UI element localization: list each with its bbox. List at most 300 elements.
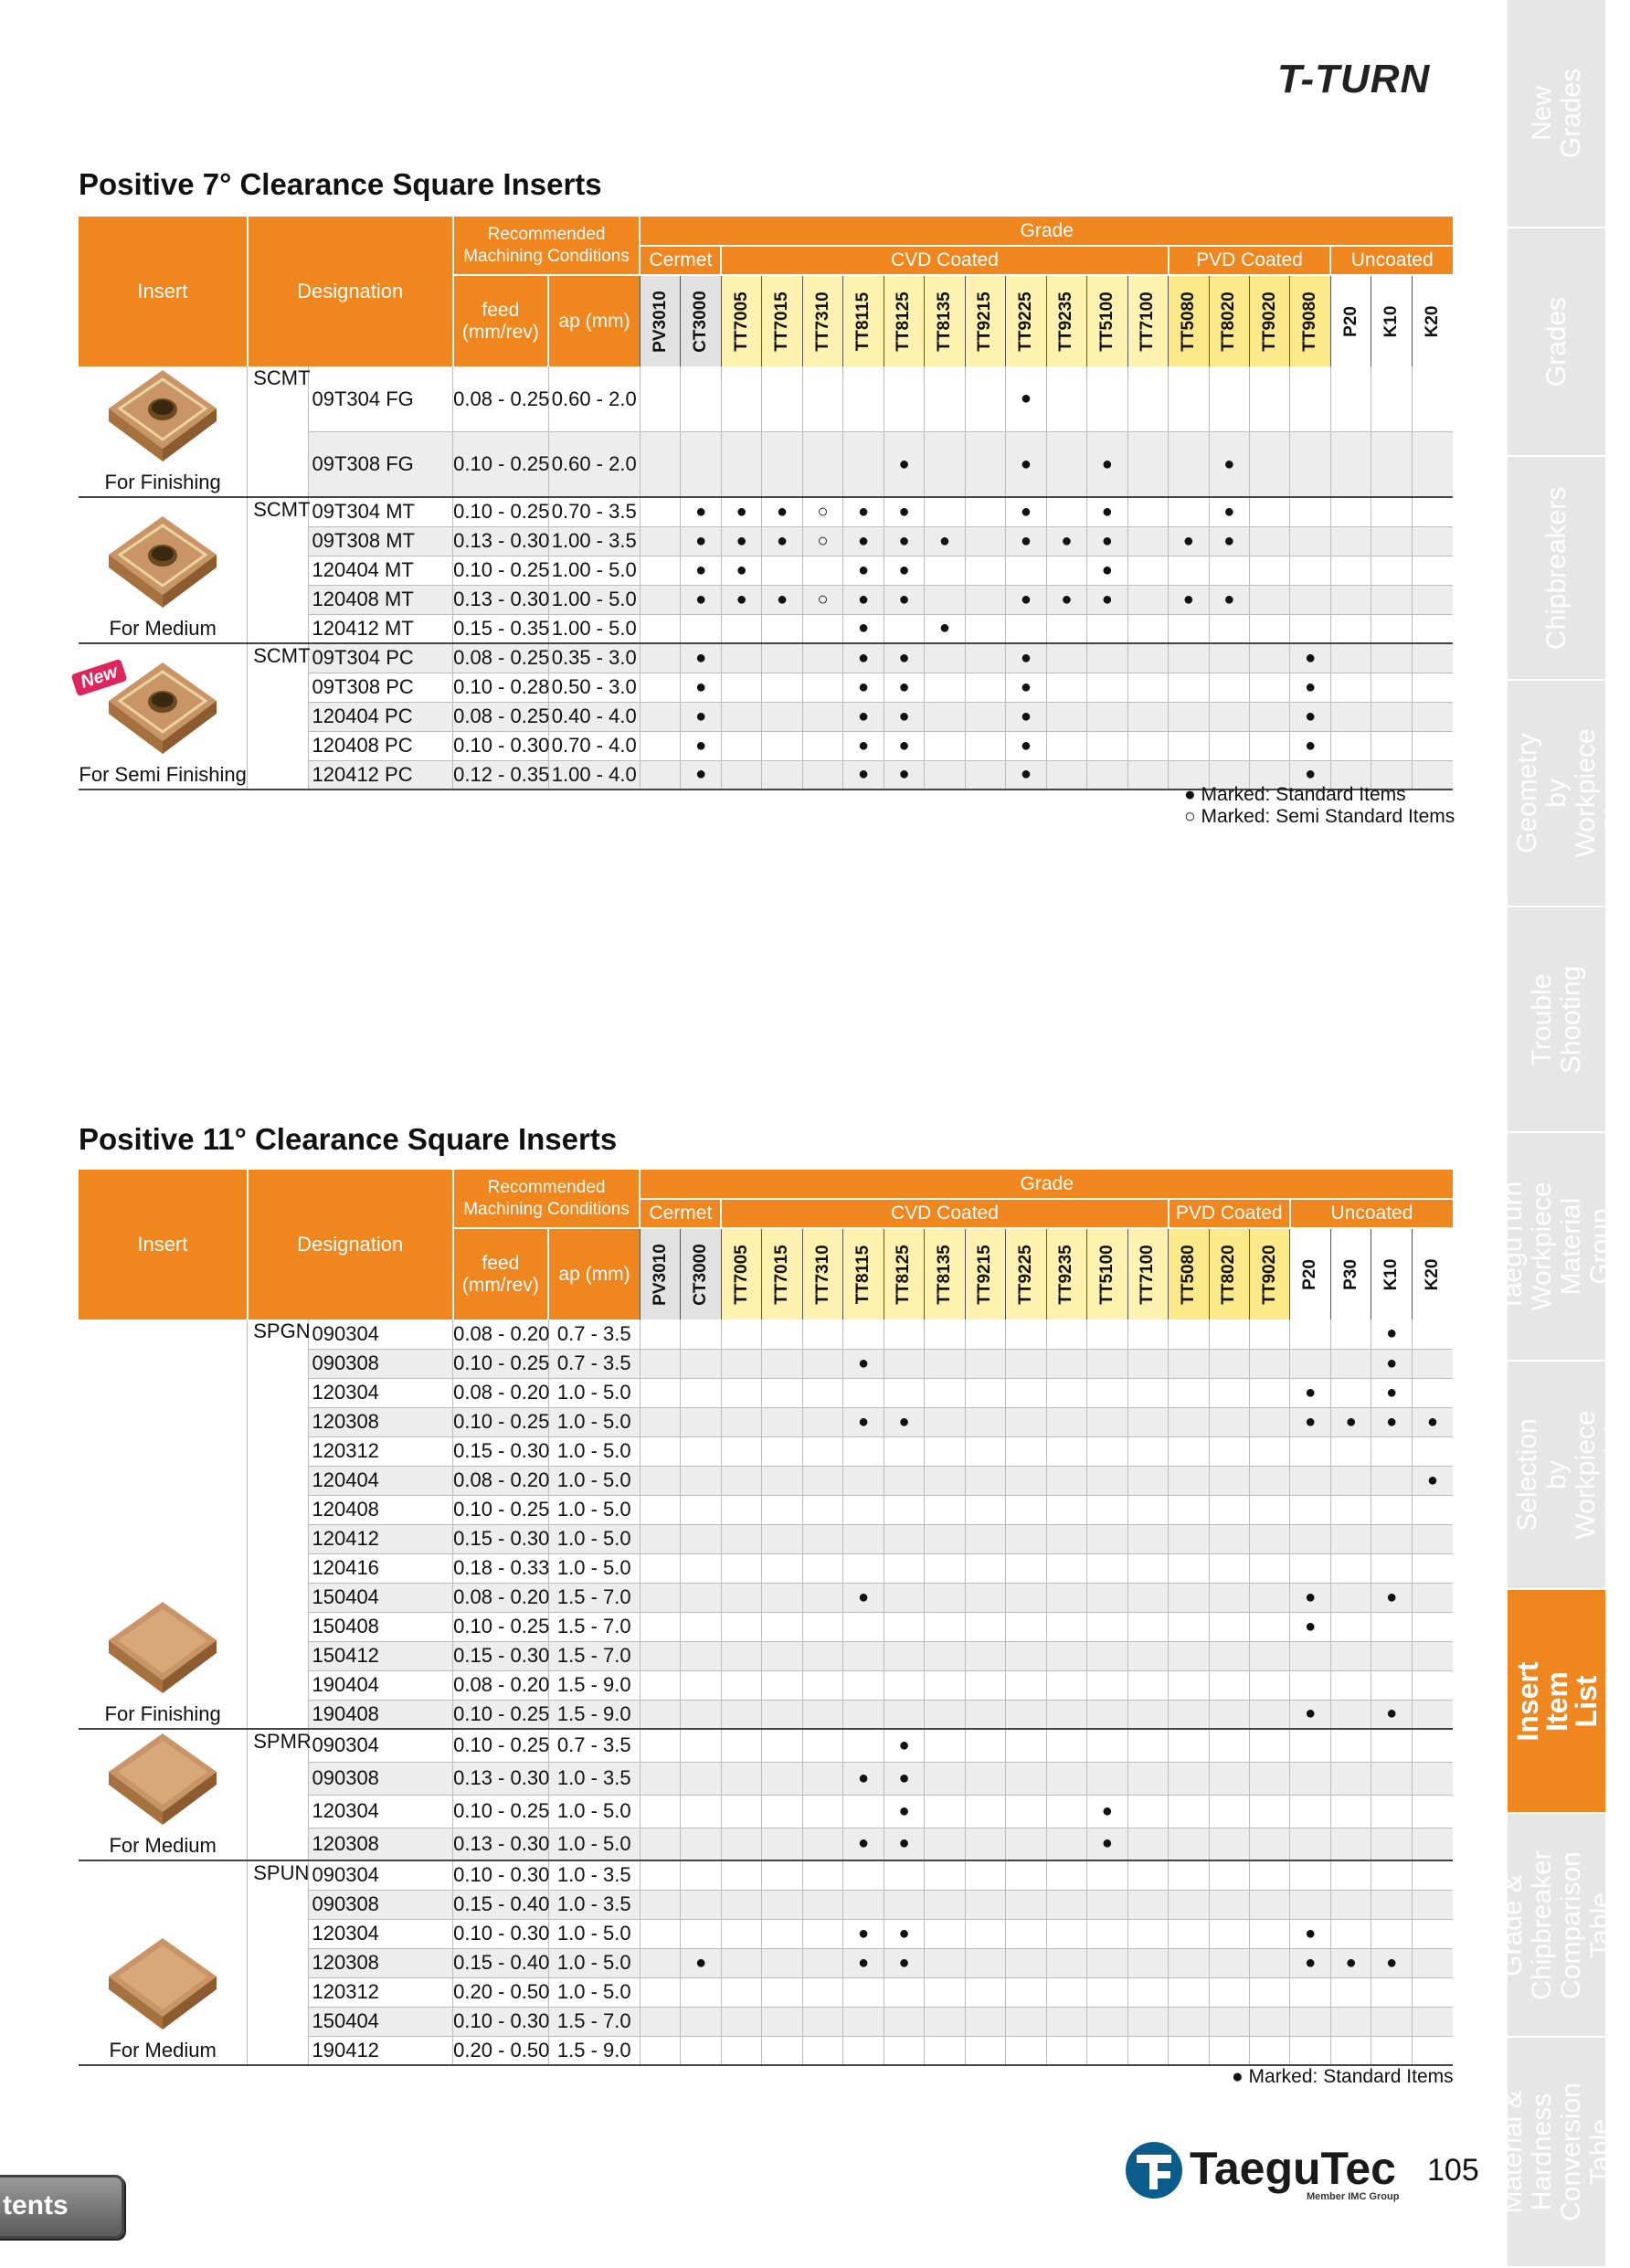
feed-value: 0.10 - 0.30 xyxy=(453,1860,548,1890)
grade-availability-mark xyxy=(1412,1700,1453,1729)
header-ap: ap (mm) xyxy=(548,275,640,366)
grade-availability-mark xyxy=(721,2036,761,2065)
grade-availability-mark: ● xyxy=(681,585,721,614)
header-grade: Grade xyxy=(640,217,1453,246)
feed-value: 0.08 - 0.20 xyxy=(453,1378,548,1407)
grade-availability-mark xyxy=(1046,2007,1086,2036)
grade-availability-mark: ● xyxy=(843,526,884,556)
insert-with-hole-image xyxy=(103,513,222,613)
grade-availability-mark: ● xyxy=(1290,673,1330,702)
grade-availability-mark xyxy=(1169,1553,1209,1583)
grade-availability-mark xyxy=(640,1700,680,1729)
ap-value: 1.0 - 5.0 xyxy=(548,1378,640,1407)
grade-availability-mark xyxy=(1087,1319,1127,1349)
grade-availability-mark xyxy=(802,1729,842,1762)
table-row xyxy=(79,366,1453,432)
grade-availability-mark xyxy=(884,2007,924,2036)
grade-availability-mark xyxy=(721,1795,761,1828)
grade-availability-mark xyxy=(1046,1860,1086,1890)
taegutec-emblem-icon xyxy=(1124,2140,1184,2200)
grade-availability-mark: ● xyxy=(884,731,924,760)
ap-value: 1.5 - 7.0 xyxy=(548,1612,640,1641)
grade-availability-mark: ● xyxy=(843,731,884,760)
grade-availability-mark xyxy=(1209,2036,1249,2065)
grade-availability-mark xyxy=(1209,1466,1249,1495)
feed-value: 0.10 - 0.28 xyxy=(453,673,548,702)
grade-availability-mark xyxy=(1046,1436,1086,1466)
grade-availability-mark xyxy=(1209,1641,1249,1670)
grade-availability-mark xyxy=(925,1670,965,1700)
grade-availability-mark: ● xyxy=(843,1828,884,1860)
grade-availability-mark xyxy=(681,1860,721,1890)
header-designation: Designation xyxy=(248,217,453,366)
side-tab[interactable] xyxy=(1497,2038,1615,2268)
grade-availability-mark xyxy=(1330,1495,1371,1524)
grade-availability-mark xyxy=(1330,1729,1371,1762)
grade-column-header: TT7005 xyxy=(721,1228,761,1319)
grade-availability-mark xyxy=(1127,1436,1168,1466)
grade-availability-mark xyxy=(1169,1977,1209,2007)
grade-availability-mark: ● xyxy=(1290,731,1330,760)
grade-availability-mark xyxy=(762,1762,802,1795)
grade-availability-mark xyxy=(1127,1890,1168,1919)
grade-availability-mark xyxy=(1087,614,1127,643)
grade-availability-mark xyxy=(1127,1795,1168,1828)
grade-availability-mark xyxy=(1006,1948,1046,1977)
feed-value: 0.15 - 0.30 xyxy=(453,1524,548,1553)
grade-column-header: TT7310 xyxy=(802,1228,842,1319)
grade-availability-mark: ● xyxy=(884,673,924,702)
feed-value: 0.13 - 0.30 xyxy=(453,1828,548,1860)
grade-availability-mark: ● xyxy=(884,497,924,526)
grade-availability-mark xyxy=(640,1466,680,1495)
grade-availability-mark xyxy=(1209,1948,1249,1977)
grade-availability-mark xyxy=(1330,614,1371,643)
designation-code: 09T304 FG xyxy=(308,366,453,432)
grade-availability-mark xyxy=(762,432,802,498)
side-tab-label: Insert Selection by Workpiece Material xyxy=(1482,1410,1630,1540)
header-cvd-coated: CVD Coated xyxy=(721,1199,1168,1228)
grade-availability-mark: ● xyxy=(681,556,721,585)
grade-availability-mark xyxy=(1249,2007,1289,2036)
designation-code: 120404 MT xyxy=(308,556,453,585)
grade-availability-mark xyxy=(640,556,680,585)
grade-availability-mark xyxy=(1087,1670,1127,1700)
grade-availability-mark xyxy=(1087,1612,1127,1641)
insert-usage-label: For Semi Finishing xyxy=(79,763,247,786)
grade-availability-mark xyxy=(721,1378,761,1407)
ap-value: 1.5 - 9.0 xyxy=(548,1700,640,1729)
grade-availability-mark: ● xyxy=(1087,432,1127,498)
grade-availability-mark xyxy=(1371,1795,1412,1828)
grade-availability-mark xyxy=(965,556,1005,585)
grade-availability-mark xyxy=(1169,1828,1209,1860)
grade-availability-mark xyxy=(681,1436,721,1466)
grade-availability-mark xyxy=(640,366,680,432)
grade-column-header: TT5100 xyxy=(1087,1228,1127,1319)
grade-availability-mark: ● xyxy=(681,526,721,556)
grade-availability-mark xyxy=(1046,1700,1086,1729)
grade-column-header: TT7005 xyxy=(721,275,761,366)
grade-availability-mark xyxy=(721,1407,761,1436)
grade-availability-mark xyxy=(1127,673,1168,702)
grade-availability-mark xyxy=(884,2036,924,2065)
grade-availability-mark xyxy=(965,2007,1005,2036)
insert-image-cell xyxy=(79,497,248,643)
grade-availability-mark xyxy=(681,1795,721,1828)
grade-availability-mark xyxy=(640,1977,680,2007)
grade-availability-mark xyxy=(640,2007,680,2036)
ap-value: 1.0 - 3.5 xyxy=(548,1860,640,1890)
grade-availability-mark xyxy=(1127,1860,1168,1890)
grade-availability-mark xyxy=(965,1641,1005,1670)
grade-availability-mark xyxy=(721,1553,761,1583)
grade-availability-mark xyxy=(802,731,842,760)
designation-prefix: SCMT xyxy=(248,643,308,790)
grade-availability-mark: ● xyxy=(884,585,924,614)
grade-availability-mark xyxy=(681,1828,721,1860)
ap-value: 0.60 - 2.0 xyxy=(548,366,640,432)
grade-availability-mark xyxy=(1127,760,1168,790)
grade-availability-mark xyxy=(1209,673,1249,702)
grade-availability-mark xyxy=(681,1319,721,1349)
grade-column-header: TT9225 xyxy=(1006,1228,1046,1319)
grade-availability-mark xyxy=(843,1890,884,1919)
side-tab[interactable] xyxy=(1508,228,1605,457)
grade-availability-mark xyxy=(1006,1524,1046,1553)
designation-code: 120412 xyxy=(308,1524,453,1553)
feed-value: 0.10 - 0.25 xyxy=(453,1700,548,1729)
ap-value: 0.40 - 4.0 xyxy=(548,702,640,731)
grade-availability-mark xyxy=(1006,1729,1046,1762)
grade-availability-mark xyxy=(1087,673,1127,702)
grade-availability-mark xyxy=(1412,1583,1453,1612)
grade-availability-mark xyxy=(1169,1670,1209,1700)
grade-availability-mark xyxy=(721,1860,761,1890)
grade-availability-mark xyxy=(762,673,802,702)
grade-availability-mark xyxy=(843,1553,884,1583)
grade-availability-mark xyxy=(1412,2007,1453,2036)
grade-availability-mark: ● xyxy=(1087,526,1127,556)
insert-usage-label: For Medium xyxy=(109,2039,217,2061)
side-tab[interactable] xyxy=(1508,1590,1605,1814)
grade-column-header: K10 xyxy=(1371,1228,1412,1319)
grade-availability-mark xyxy=(925,1948,965,1977)
grade-availability-mark xyxy=(1046,1495,1086,1524)
section-title-7deg: Positive 7° Clearance Square Inserts xyxy=(79,167,602,201)
grade-availability-mark xyxy=(1290,1436,1330,1466)
feed-value: 0.08 - 0.25 xyxy=(453,366,548,432)
table-row xyxy=(79,1729,1453,1762)
grade-availability-mark xyxy=(965,1670,1005,1700)
grade-availability-mark: ● xyxy=(681,1948,721,1977)
grade-availability-mark xyxy=(1290,1670,1330,1700)
grade-availability-mark xyxy=(681,2036,721,2065)
grade-availability-mark xyxy=(1371,1977,1412,2007)
grade-availability-mark xyxy=(802,614,842,643)
grade-availability-mark xyxy=(1006,1919,1046,1948)
grade-availability-mark xyxy=(925,1919,965,1948)
grade-availability-mark xyxy=(1412,614,1453,643)
grade-availability-mark xyxy=(1290,1495,1330,1524)
ap-value: 0.60 - 2.0 xyxy=(548,432,640,498)
side-tab[interactable] xyxy=(1482,681,1630,907)
grade-availability-mark xyxy=(1290,1890,1330,1919)
grade-availability-mark xyxy=(965,1349,1005,1378)
grade-availability-mark xyxy=(1412,497,1453,526)
grade-column-header: TT7015 xyxy=(762,1228,802,1319)
grade-availability-mark xyxy=(762,643,802,673)
grade-availability-mark xyxy=(1249,1641,1289,1670)
grade-availability-mark xyxy=(1127,1762,1168,1795)
grade-availability-mark: ● xyxy=(1006,526,1046,556)
grade-availability-mark xyxy=(1249,1524,1289,1553)
grade-availability-mark xyxy=(1371,1436,1412,1466)
side-tab[interactable] xyxy=(1508,0,1605,228)
grade-availability-mark xyxy=(925,1436,965,1466)
grade-availability-mark xyxy=(925,497,965,526)
grade-availability-mark xyxy=(925,1890,965,1919)
grade-availability-mark: ● xyxy=(884,1828,924,1860)
grade-availability-mark xyxy=(925,1641,965,1670)
side-tab[interactable] xyxy=(1497,1133,1615,1362)
grade-availability-mark: ● xyxy=(762,497,802,526)
grade-availability-mark xyxy=(1087,1495,1127,1524)
grade-availability-mark xyxy=(1087,1349,1127,1378)
header-insert: Insert xyxy=(79,1170,248,1319)
grade-availability-mark xyxy=(1290,1319,1330,1349)
grade-availability-mark xyxy=(802,1795,842,1828)
grade-availability-mark xyxy=(965,1919,1005,1948)
grade-availability-mark xyxy=(1412,366,1453,432)
insert-image xyxy=(79,1598,247,1699)
feed-value: 0.15 - 0.30 xyxy=(453,1641,548,1670)
table-row xyxy=(79,1319,1453,1349)
grade-availability-mark xyxy=(1046,702,1086,731)
grade-availability-mark xyxy=(1371,643,1412,673)
grade-availability-mark xyxy=(925,1407,965,1436)
grade-availability-mark xyxy=(640,1524,680,1553)
grade-availability-mark xyxy=(925,760,965,790)
grade-availability-mark xyxy=(762,1495,802,1524)
grade-availability-mark xyxy=(1371,2007,1412,2036)
grade-column-header: TT8125 xyxy=(884,275,924,366)
grade-availability-mark: ○ xyxy=(802,526,842,556)
grade-availability-mark: ● xyxy=(843,702,884,731)
header-recommended-conditions: Recommended Machining Conditions xyxy=(453,217,640,275)
grade-availability-mark xyxy=(762,1977,802,2007)
grade-availability-mark xyxy=(640,1670,680,1700)
grade-availability-mark xyxy=(640,585,680,614)
grade-availability-mark xyxy=(1412,1524,1453,1553)
grade-availability-mark xyxy=(1127,497,1168,526)
grade-availability-mark xyxy=(843,1436,884,1466)
grade-availability-mark: ● xyxy=(721,526,761,556)
grade-availability-mark xyxy=(1249,1919,1289,1948)
grade-availability-mark: ● xyxy=(1087,585,1127,614)
grade-availability-mark xyxy=(1087,1919,1127,1948)
grade-availability-mark xyxy=(1412,1612,1453,1641)
grade-availability-mark xyxy=(925,432,965,498)
grade-availability-mark xyxy=(802,673,842,702)
grade-availability-mark xyxy=(1209,1670,1249,1700)
grade-availability-mark xyxy=(640,1641,680,1670)
feed-value: 0.10 - 0.25 xyxy=(453,1349,548,1378)
grade-availability-mark xyxy=(1412,1890,1453,1919)
grade-availability-mark: ● xyxy=(1006,366,1046,432)
grade-availability-mark xyxy=(1087,366,1127,432)
grade-availability-mark xyxy=(1169,1378,1209,1407)
ap-value: 0.7 - 3.5 xyxy=(548,1319,640,1349)
feed-value: 0.18 - 0.33 xyxy=(453,1553,548,1583)
grade-availability-mark xyxy=(1209,643,1249,673)
grade-availability-mark: ● xyxy=(843,585,884,614)
grade-availability-mark xyxy=(1006,556,1046,585)
legend-entry: ● Marked: Standard Items xyxy=(1232,2066,1454,2087)
legend-7deg xyxy=(1184,784,1455,828)
grade-availability-mark xyxy=(681,1378,721,1407)
grade-availability-mark xyxy=(1412,1977,1453,2007)
designation-code: 120404 PC xyxy=(308,702,453,731)
grade-availability-mark xyxy=(762,1670,802,1700)
grade-availability-mark xyxy=(1046,760,1086,790)
header-cermet: Cermet xyxy=(640,246,721,275)
grade-availability-mark xyxy=(681,366,721,432)
contents-button[interactable]: tents xyxy=(0,2175,124,2239)
grade-availability-mark xyxy=(1371,1670,1412,1700)
grade-availability-mark xyxy=(965,1762,1005,1795)
grade-availability-mark xyxy=(1290,1641,1330,1670)
grade-availability-mark xyxy=(1127,366,1168,432)
ap-value: 0.70 - 4.0 xyxy=(548,731,640,760)
header-recommended-conditions: Recommended Machining Conditions xyxy=(453,1170,640,1228)
grade-column-header: TT9020 xyxy=(1249,1228,1289,1319)
grade-availability-mark xyxy=(640,1612,680,1641)
ap-value: 1.0 - 5.0 xyxy=(548,1828,640,1860)
grade-availability-mark xyxy=(1249,526,1289,556)
header-pvd-coated: PVD Coated xyxy=(1169,246,1331,275)
grade-availability-mark xyxy=(1371,497,1412,526)
grade-column-header: TT8135 xyxy=(925,1228,965,1319)
grade-availability-mark xyxy=(1330,556,1371,585)
feed-value: 0.13 - 0.30 xyxy=(453,585,548,614)
grade-availability-mark xyxy=(1046,1466,1086,1495)
grade-availability-mark xyxy=(1006,1319,1046,1349)
grade-availability-mark xyxy=(1087,1890,1127,1919)
grade-availability-mark xyxy=(640,1436,680,1466)
ap-value: 0.70 - 3.5 xyxy=(548,497,640,526)
header-feed: feed (mm/rev) xyxy=(453,1228,548,1319)
grade-availability-mark xyxy=(640,731,680,760)
grade-availability-mark xyxy=(640,1319,680,1349)
grade-availability-mark xyxy=(1249,2036,1289,2065)
grade-availability-mark xyxy=(1127,526,1168,556)
grade-availability-mark: ● xyxy=(884,1948,924,1977)
grade-availability-mark xyxy=(762,1890,802,1919)
side-tab[interactable] xyxy=(1508,907,1605,1133)
grade-availability-mark xyxy=(1127,1553,1168,1583)
grade-availability-mark xyxy=(1412,1919,1453,1948)
grade-column-header: TT9215 xyxy=(965,275,1005,366)
grade-availability-mark xyxy=(721,1977,761,2007)
designation-code: 150404 xyxy=(308,2007,453,2036)
side-tab[interactable] xyxy=(1508,457,1605,681)
grade-availability-mark xyxy=(1330,1860,1371,1890)
grade-availability-mark xyxy=(762,2036,802,2065)
grade-availability-mark xyxy=(1249,1700,1289,1729)
grade-availability-mark xyxy=(1127,731,1168,760)
designation-code: 090308 xyxy=(308,1890,453,1919)
feed-value: 0.08 - 0.25 xyxy=(453,702,548,731)
grade-availability-mark xyxy=(721,1729,761,1762)
ap-value: 1.0 - 5.0 xyxy=(548,1466,640,1495)
insert-image-cell xyxy=(79,1319,248,1729)
grade-availability-mark xyxy=(1249,1583,1289,1612)
grade-availability-mark xyxy=(925,1612,965,1641)
grade-column-header: TT5100 xyxy=(1087,275,1127,366)
grade-availability-mark xyxy=(1006,1495,1046,1524)
side-tab[interactable] xyxy=(1497,1814,1615,2038)
grade-availability-mark xyxy=(802,1670,842,1700)
grade-column-header: CT3000 xyxy=(681,275,721,366)
grade-availability-mark xyxy=(1087,1378,1127,1407)
grade-availability-mark xyxy=(762,1378,802,1407)
grade-availability-mark xyxy=(1330,1670,1371,1700)
grade-availability-mark xyxy=(721,760,761,790)
grade-availability-mark xyxy=(640,526,680,556)
grade-availability-mark xyxy=(802,1553,842,1583)
grade-availability-mark xyxy=(1006,1890,1046,1919)
grade-availability-mark xyxy=(1330,1524,1371,1553)
grade-availability-mark xyxy=(965,1495,1005,1524)
side-tab-label: Grade & Chipbreaker Comparison Table xyxy=(1497,1849,1615,2000)
grade-availability-mark xyxy=(1371,1729,1412,1762)
grade-availability-mark xyxy=(925,1349,965,1378)
grade-column-header: PV3010 xyxy=(640,1228,680,1319)
grade-availability-mark xyxy=(965,585,1005,614)
designation-code: 150404 xyxy=(308,1583,453,1612)
grade-availability-mark xyxy=(802,432,842,498)
grade-availability-mark xyxy=(1006,1466,1046,1495)
designation-code: 120408 MT xyxy=(308,585,453,614)
grade-availability-mark xyxy=(640,497,680,526)
grade-availability-mark xyxy=(1006,1583,1046,1612)
grade-availability-mark xyxy=(1330,1828,1371,1860)
grade-availability-mark: ● xyxy=(762,585,802,614)
grade-availability-mark xyxy=(1209,1890,1249,1919)
grade-availability-mark: ● xyxy=(1209,585,1249,614)
designation-code: 150408 xyxy=(308,1612,453,1641)
ap-value: 1.5 - 7.0 xyxy=(548,1641,640,1670)
grade-availability-mark xyxy=(1006,1553,1046,1583)
grade-availability-mark xyxy=(1209,1553,1249,1583)
grade-availability-mark xyxy=(925,1762,965,1795)
grade-availability-mark xyxy=(1087,1860,1127,1890)
grade-availability-mark xyxy=(1046,1977,1086,2007)
grade-availability-mark xyxy=(843,1466,884,1495)
designation-code: 150412 xyxy=(308,1641,453,1670)
grade-availability-mark xyxy=(640,702,680,731)
grade-availability-mark xyxy=(1249,432,1289,498)
grade-availability-mark xyxy=(802,1407,842,1436)
grade-availability-mark xyxy=(1046,497,1086,526)
grade-availability-mark xyxy=(1087,731,1127,760)
side-tab[interactable] xyxy=(1482,1362,1630,1590)
grade-availability-mark xyxy=(1249,1729,1289,1762)
grade-availability-mark xyxy=(1249,702,1289,731)
grade-availability-mark xyxy=(884,1349,924,1378)
ap-value: 1.0 - 5.0 xyxy=(548,1407,640,1436)
